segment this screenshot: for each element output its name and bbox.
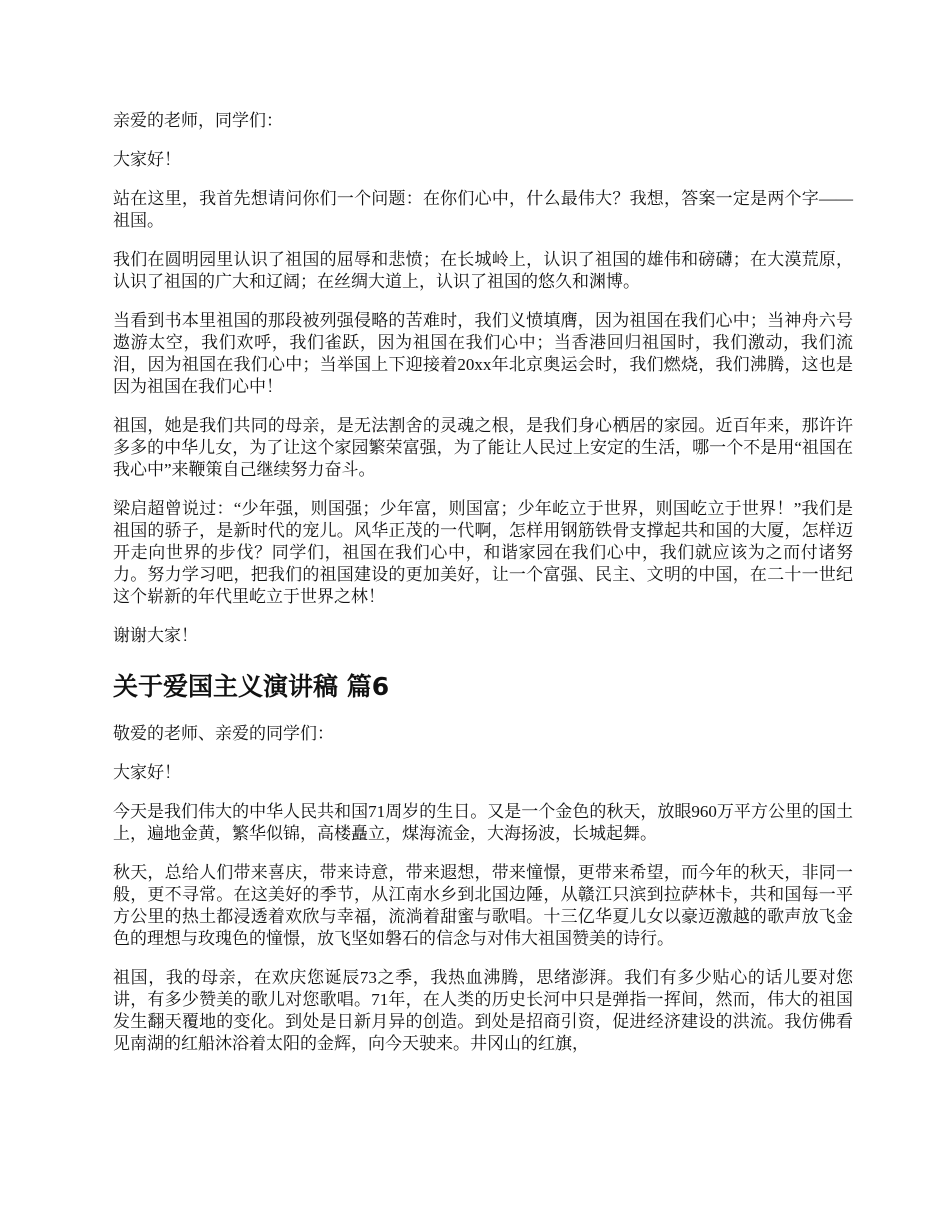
salutation: 亲爱的老师，同学们： <box>113 111 283 130</box>
body-paragraph: 站在这里，我首先想请问你们一个问题：在你们心中，什么最伟大？我想，答案一定是两个字——祖国。 <box>113 189 853 230</box>
body-paragraph: 当看到书本里祖国的那段被列强侵略的苦难时，我们义愤填膺，因为祖国在我们心中；当神舟六号遨游太空，我们欢呼，我们雀跃，因为祖国在我们心中；当香港回归祖国时，我们激动，我们流泪，因为祖国在我们心中；当举国上下迎接着20xx年北京奥运会时，我们燃烧，我们沸腾，这也是因为祖国在我们心中！ <box>113 311 853 396</box>
body-paragraph: 秋天，总给人们带来喜庆，带来诗意，带来遐想，带来憧憬，更带来希望，而今年的秋天，非同一般，更不寻常。在这美好的季节，从江南水乡到北国边陲，从赣江只滨到拉萨林卡，共和国每一平方公里的热土都浸透着欢欣与幸福，流淌着甜蜜与歌唱。十三亿华夏儿女以豪迈激越的歌声放飞金色的理想与玫瑰色的憧憬，放飞坚如磐石的信念与对伟大祖国赞美的诗行。 <box>113 863 853 948</box>
closing: 谢谢大家！ <box>113 626 198 645</box>
body-paragraph: 今天是我们伟大的中华人民共和国71周岁的生日。又是一个金色的秋天，放眼960万平方公里的国土上，遍地金黄，繁华似锦，高楼矗立，煤海流金，大海扬波，长城起舞。 <box>113 802 853 843</box>
greeting: 大家好！ <box>113 763 181 782</box>
salutation: 敬爱的老师、亲爱的同学们： <box>113 724 334 743</box>
body-paragraph: 我们在圆明园里认识了祖国的屈辱和悲愤；在长城岭上，认识了祖国的雄伟和磅礴；在大漠荒原，认识了祖国的广大和辽阔；在丝绸大道上，认识了祖国的悠久和渊博。 <box>113 250 853 291</box>
document-page <box>113 110 853 1072</box>
body-paragraph: 梁启超曾说过：“少年强，则国强；少年富，则国富；少年屹立于世界，则国屹立于世界！”我们是祖国的骄子，是新时代的宠儿。风华正茂的一代啊，怎样用钢筋铁骨支撑起共和国的大厦，怎样迈开走向世界的步伐？同学们，祖国在我们心中，和谐家园在我们心中，我们就应该为之而付诸努力。努力学习吧，把我们的祖国建设的更加美好，让一个富强、民主、文明的中国，在二十一世纪这个崭新的年代里屹立于世界之林！ <box>113 499 853 606</box>
body-paragraph: 祖国，她是我们共同的母亲，是无法割舍的灵魂之根，是我们身心栖居的家园。近百年来，那许许多多的中华儿女，为了让这个家园繁荣富强，为了能让人民过上安定的生活，哪一个不是用“祖国在我心中”来鞭策自己继续努力奋斗。 <box>113 416 853 479</box>
section-heading: 关于爱国主义演讲稿 篇6 <box>113 672 390 701</box>
greeting: 大家好！ <box>113 150 181 169</box>
body-paragraph: 祖国，我的母亲，在欢庆您诞辰73之季，我热血沸腾，思绪澎湃。我们有多少贴心的话儿要对您讲，有多少赞美的歌儿对您歌唱。71年，在人类的历史长河中只是弹指一挥间，然而，伟大的祖国发生翻天覆地的变化。到处是日新月异的创造。到处是招商引资，促进经济建设的洪流。我仿佛看见南湖的红船沐浴着太阳的金辉，向今天驶来。井冈山的红旗， <box>113 968 853 1053</box>
